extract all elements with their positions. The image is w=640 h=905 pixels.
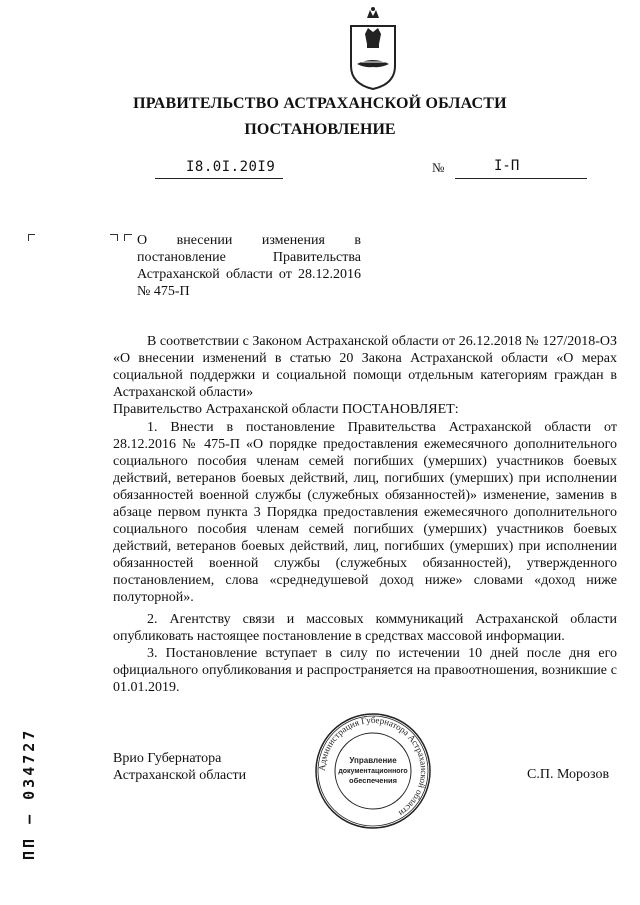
document-date: I8.0I.20I9 [186,159,276,175]
item-1-paragraph: 1. Внести в постановление Правительства Астраханской области от 28.12.2016 № 475-П «О порядке предоставления ежемесячного дополнительного социального пособия членам семей погибших (умерших) участников боевых действий, ветеранов боевых действий, лиц, погибших (умерших) при исполнении обязанностей военной службы (служебных обязанностей)» изменение, заменив в абзаце первом пункта 3 Порядка предоставления ежемесячного дополнительного социального пособия членам семей погибших (умерших) участников боевых действий, ветеранов боевых действий, лиц, погибших (умерших) при исполнении обязанностей военной службы (служебных обязанностей), утвержденного постановлением, слова «среднедушевой доход ниже» словами «доход ниже полуторной». [113,420,617,605]
number-underline [455,178,587,179]
decree-line: Правительство Астраханской области ПОСТАНОВЛЯЕТ: [113,402,459,417]
stamp-ring-text: Администрация Губернатора Астраханской области [316,714,430,819]
subject-corner-bracket-2 [124,234,132,241]
document-type: ПОСТАНОВЛЕНИЕ [244,121,396,138]
signatory-title [113,750,246,784]
signatory-title-line-2: Астраханской области [113,768,247,783]
official-stamp [314,712,432,830]
preamble-paragraph: В соответствии с Законом Астраханской области от 26.12.2018 № 127/2018-ОЗ «О внесении изменений в статью 20 Закона Астраханской области «О мерах социальной поддержки и социальной помощи отдельным категориям граждан в Астраханской области» [113,334,617,400]
stamp-line-3: обеспечения [348,776,398,785]
item-2-paragraph: 2. Агентству связи и массовых коммуникаций Астраханской области опубликовать настоящее постановление в средствах массовой информации. [113,612,617,644]
signatory-name: С.П. Морозов [527,767,610,782]
document-number: I-П [494,158,520,174]
date-underline [155,178,283,179]
organization-title: ПРАВИТЕЛЬСТВО АСТРАХАНСКОЙ ОБЛАСТИ [133,95,507,112]
serial-number-text: ПП – 034727 [20,727,38,860]
serial-number [8,712,48,862]
item-3-paragraph: 3. Постановление вступает в силу по истечении 10 дней после дня его официального опубликования и распространяется на правоотношения, возникшие с 01.01.2019. [113,646,617,695]
signatory-title-line-1: Врио Губернатора [113,751,222,766]
document-subject: О внесении изменения в постановление Правительства Астраханской области от 28.12.2016 № 475-П [137,233,361,299]
subject-corner-bracket-1 [110,234,118,241]
coat-of-arms-emblem [348,6,398,90]
left-corner-bracket [28,234,35,241]
number-label: № [432,160,445,175]
stamp-line-1: Управление [349,756,397,765]
stamp-line-2: документационного [338,768,408,775]
